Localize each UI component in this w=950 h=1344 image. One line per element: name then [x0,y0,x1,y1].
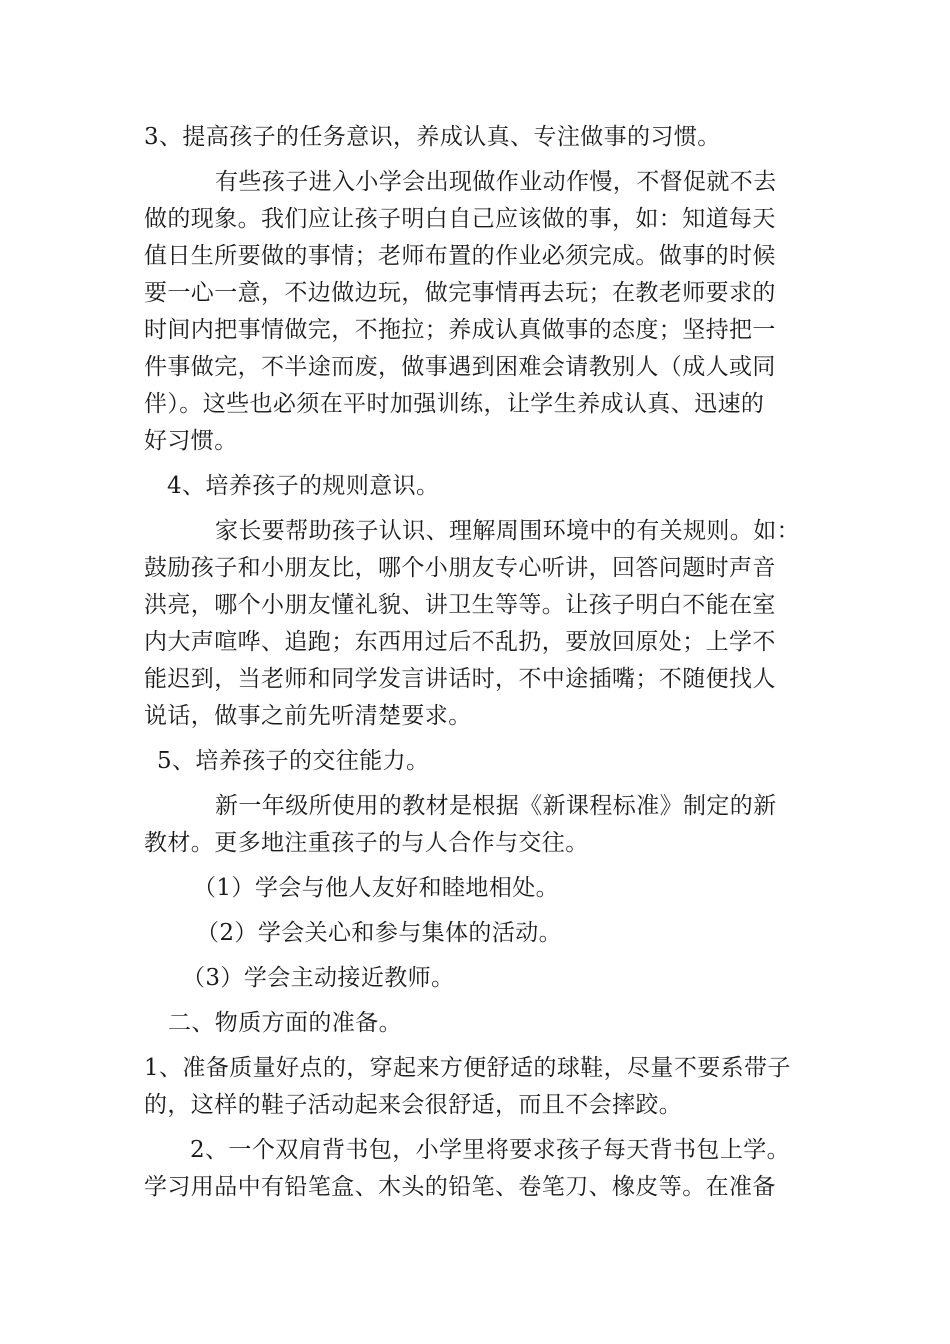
paragraph-line: 说话，做事之前先听清楚要求。 [144,703,472,729]
paragraph-line: 教材。更多地注重孩子的与人合作与交往。 [144,830,589,856]
heading-rule-awareness: 4、培养孩子的规则意识。 [167,473,440,499]
paragraph-line: 件事做完，不半途而废，做事遇到困难会请教别人（成人或同 [144,354,776,380]
heading-material-preparation: 二、物质方面的准备。 [168,1010,402,1036]
paragraph-line: 新一年级所使用的教材是根据《新课程标准》制定的新 [215,793,777,819]
paragraph-line: 学习用品中有铅笔盒、木头的铅笔、卷笔刀、橡皮等。在准备 [144,1174,776,1200]
list-item: （1）学会与他人友好和睦地相处。 [193,875,560,901]
paragraph-line: 做的现象。我们应让孩子明白自己应该做的事，如：知道每天 [144,206,776,232]
list-item: （3）学会主动接近教师。 [182,965,455,991]
paragraph-line: 洪亮，哪个小朋友懂礼貌、讲卫生等等。让孩子明白不能在室 [144,592,776,618]
paragraph-line: 伴）。这些也必须在平时加强训练，让学生养成认真、迅速的 [144,391,765,417]
paragraph-line: 家长要帮助孩子认识、理解周围环境中的有关规则。如： [215,518,800,544]
paragraph-line: 内大声喧哗、追跑；东西用过后不乱扔，要放回原处；上学不 [144,629,776,655]
list-item: （2）学会关心和参与集体的活动。 [196,920,563,946]
paragraph-line: 好习惯。 [144,428,238,454]
paragraph-line: 值日生所要做的事情；老师布置的作业必须完成。做事的时候 [144,243,776,269]
paragraph-line: 有些孩子进入小学会出现做作业动作慢，不督促就不去 [215,169,777,195]
heading-social-ability: 5、培养孩子的交往能力。 [157,748,430,774]
paragraph-line: 2、一个双肩背书包，小学里将要求孩子每天背书包上学。 [190,1137,791,1163]
paragraph-line: 的，这样的鞋子活动起来会很舒适，而且不会摔跤。 [144,1092,683,1118]
paragraph-line: 能迟到，当老师和同学发言讲话时，不中途插嘴；不随便找人 [144,666,776,692]
heading-task-awareness: 3、提高孩子的任务意识，养成认真、专注做事的习惯。 [144,124,721,150]
paragraph-line: 1、准备质量好点的，穿起来方便舒适的球鞋，尽量不要系带子 [144,1055,791,1081]
paragraph-line: 鼓励孩子和小朋友比，哪个小朋友专心听讲，回答问题时声音 [144,555,776,581]
paragraph-line: 要一心一意，不边做边玩，做完事情再去玩；在教老师要求的 [144,280,776,306]
paragraph-line: 时间内把事情做完，不拖拉；养成认真做事的态度；坚持把一 [144,317,776,343]
